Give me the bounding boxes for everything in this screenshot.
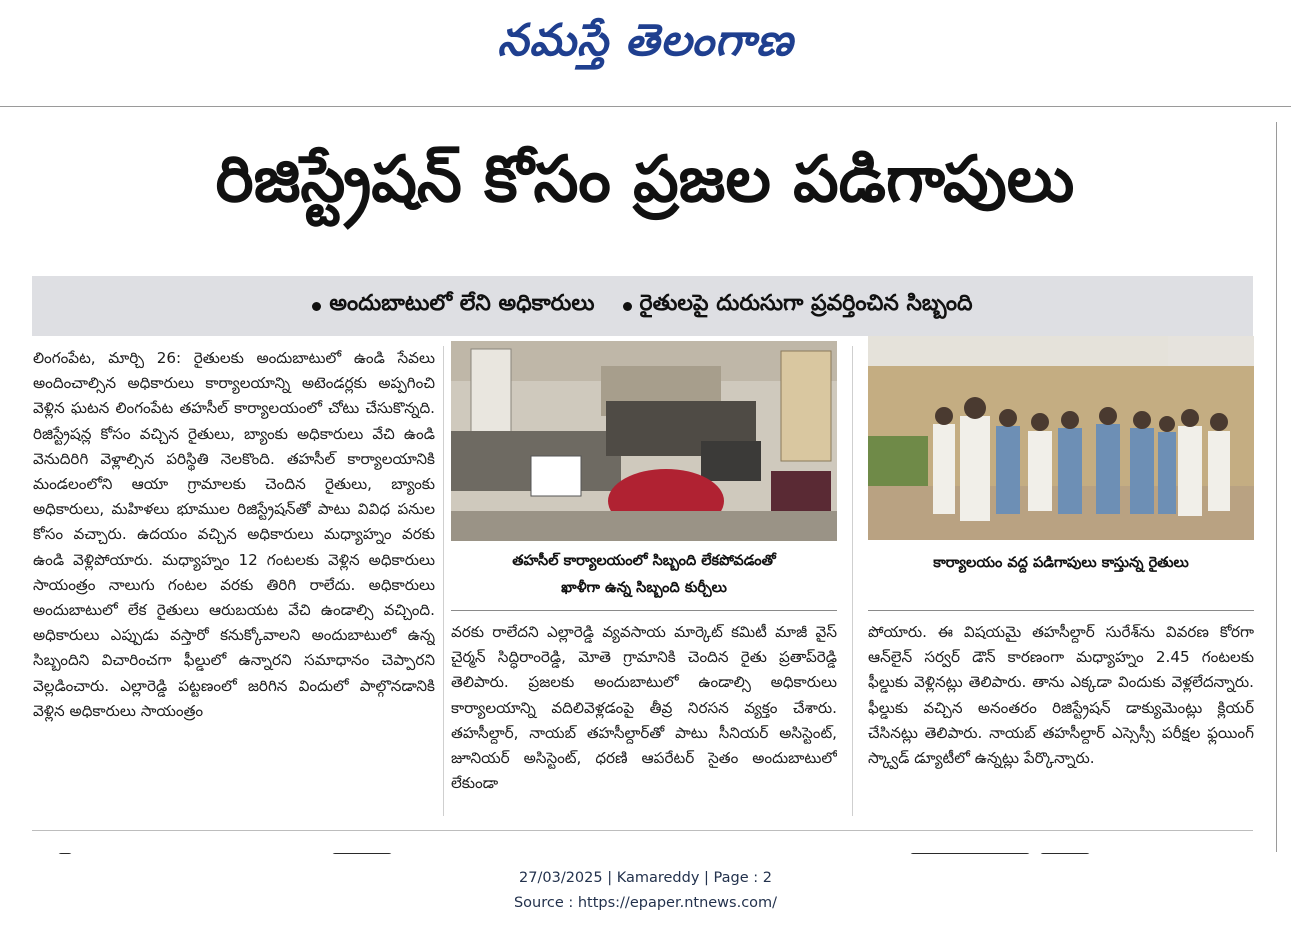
- article-paragraph: లింగంపేట, మార్చి 26: రైతులకు అందుబాటులో ఉండి సేవలు అందించాల్సిన అధికారులు కార్యాలయాన్ని అటెండర్లకు అప్పగించి వెళ్లిన ఘటన లింగంపేట తహసీల్ కార్యాలయంలో చోటు చేసుకొన్నది. రిజిస్ట్రేషన్ల కోసం వచ్చిన రైతులు, బ్యాంకు అధికారులు వేచి ఉండి వెనుదిరిగి వెళ్లాల్సిన పరిస్థితి నెలకొంది. తహసీల్ కార్యాలయానికి మండలంలోని ఆయా గ్రామాలకు చెందిన రైతులు, బ్యాంకు అధికారులు, మహిళలు భూముల రిజిస్ట్రేషన్‌తో పాటు వివిధ పనుల కోసం వచ్చారు. ఉదయం వచ్చిన అధికారులు మధ్యాహ్నం వరకు ఉండి వెళ్లిపోయారు. మధ్యాహ్నం 12 గంటలకు వెళ్లిన అధికారులు సాయంత్రం నాలుగు గంటల వరకు తిరిగి రాలేదు. అధికారులు అందుబాటులో లేక రైతులు ఆరుబయట వేచి ఉండాల్సి వచ్చింది. అధికారులు ఎప్పుడు వస్తారో కనుక్కోవాలని అందుబాటులో ఉన్న సిబ్బందిని విచారించగా ఫీల్డులో ఉన్నారని సమాధానం చెప్పారని వెల్లడించారు. ఎల్లారెడ్డి పట్టణంలో జరిగిన విందులో పాల్గొనడానికి వెళ్లిన అధికారులు సాయంత్రం: [33, 349, 435, 720]
- office-chairs-image: [451, 341, 837, 541]
- bottom-divider: [32, 830, 1253, 831]
- column-divider: [852, 346, 853, 816]
- source-link[interactable]: Source : https://epaper.ntnews.com/: [513, 895, 778, 911]
- caption-divider: [868, 610, 1254, 611]
- caption-line: ఖాళీగా ఉన్న సిబ్బంది కుర్చీలు: [561, 580, 727, 596]
- caption-divider: [451, 610, 837, 611]
- newspaper-logo: నమస్తే తెలంగాణ: [497, 15, 794, 66]
- farmers-waiting-image: [868, 336, 1254, 540]
- masthead-divider: [0, 106, 1291, 107]
- article-paragraph: వరకు రాలేదని ఎల్లారెడ్డి వ్యవసాయ మార్కెట్ కమిటీ మాజీ వైస్ చైర్మన్ సిద్ధిరాంరెడ్డి, మోతె గ్రామానికి చెందిన రైతు ప్రతాప్‌రెడ్డి తెలిపారు. ప్రజలకు అందుబాటులో ఉండాల్సి అధికారులు కార్యాలయాన్ని వదిలివెళ్లడంపై తీవ్ర నిరసన వ్యక్తం చేశారు. తహసీల్దార్, నాయబ్ తహసీల్దార్‌తో పాటు సీనియర్ అసిస్టెంట్, జూనియర్ అసిస్టెంట్, ధరణి ఆపరేటర్ సైతం అందుబాటులో లేకుండా: [451, 623, 837, 793]
- article-column-1: [33, 346, 435, 816]
- masthead: [0, 0, 1291, 92]
- subhead-point: [312, 291, 594, 321]
- column-divider: [443, 346, 444, 816]
- next-article-teaser: [58, 846, 438, 854]
- subhead-point: [623, 291, 973, 321]
- farmers-photo: [868, 336, 1254, 540]
- photo-caption: [451, 548, 837, 606]
- subhead-band: [32, 276, 1253, 336]
- office-photo: [451, 341, 837, 541]
- bullet-icon: [623, 302, 632, 311]
- subhead-text: అందుబాటులో లేని అధికారులు: [329, 291, 595, 316]
- page-footer: [0, 866, 1291, 916]
- page-edge-rule: [1276, 122, 1277, 852]
- caption-line: తహసీల్ కార్యాలయంలో సిబ్బంది లేకపోవడంతో: [512, 553, 776, 569]
- bullet-icon: [312, 302, 321, 311]
- edition-info: 27/03/2025 | Kamareddy | Page : 2: [519, 870, 772, 886]
- article-column-2: [451, 620, 837, 816]
- article-headline: రిజిస్ట్రేషన్ కోసం ప్రజల పడిగాపులు: [215, 142, 1075, 217]
- next-article-teaser: [910, 846, 1130, 854]
- article-column-3: [868, 620, 1254, 816]
- photo-caption: కార్యాలయం వద్ద పడిగాపులు కాస్తున్న రైతులు: [933, 555, 1189, 571]
- article-paragraph: పోయారు. ఈ విషయమై తహసీల్దార్ సురేశ్‌ను వివరణ కోరగా ఆన్‌లైన్ సర్వర్ డౌన్ కారణంగా మధ్యాహ్నం 2.45 గంటలకు ఫీల్డుకు వెళ్లినట్లు తెలిపారు. తాను ఎక్కడా విందుకు వెళ్లలేదన్నారు. ఫీల్డుకు వచ్చిన అనంతరం రిజిస్ట్రేషన్ డాక్యుమెంట్లు క్లియర్ చేసినట్లు తెలిపారు. నాయబ్ తహసీల్దార్ ఎస్సెస్సీ పరీక్షల ఫ్లయింగ్ స్క్వాడ్ డ్యూటీలో ఉన్నట్లు పేర్కొన్నారు.: [868, 623, 1254, 768]
- subhead-text: రైతులపై దురుసుగా ప్రవర్తించిన సిబ్బంది: [639, 291, 973, 316]
